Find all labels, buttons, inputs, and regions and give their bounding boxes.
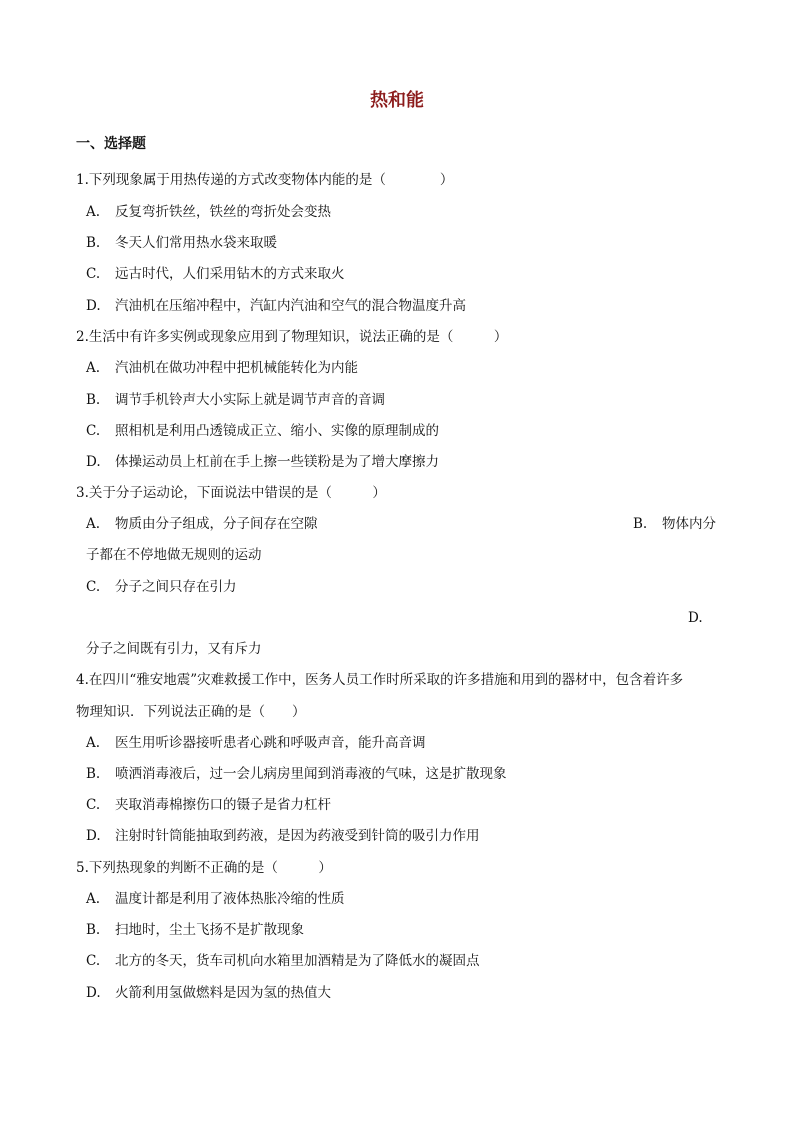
option-text: 火箭利用氢做燃料是因为氢的热值大 bbox=[115, 985, 331, 1001]
question-1-stem: 1.下列现象属于用热传递的方式改变物体内能的是（ ） bbox=[76, 172, 454, 188]
question-5-option-c bbox=[86, 952, 480, 970]
option-text: 远古时代，人们采用钻木的方式来取火 bbox=[115, 266, 345, 282]
option-text: 扫地时，尘土飞扬不是扩散现象 bbox=[115, 922, 304, 938]
option-letter: D. bbox=[86, 828, 101, 844]
question-2-option-c bbox=[86, 422, 439, 440]
option-text: 医生用听诊器接听患者心跳和呼吸声音，能升高音调 bbox=[115, 735, 426, 751]
option-letter: B. bbox=[86, 766, 101, 782]
question-3-stem: 3.关于分子运动论，下面说法中错误的是（ ） bbox=[76, 485, 386, 501]
option-text: 注射时针筒能抽取到药液，是因为药液受到针筒的吸引力作用 bbox=[115, 828, 480, 844]
option-letter: D. bbox=[86, 454, 101, 470]
option-letter: B. bbox=[86, 235, 101, 251]
question-4-option-b bbox=[86, 765, 507, 783]
question-1-option-a bbox=[86, 203, 331, 221]
question-5-option-a bbox=[86, 890, 345, 908]
question-4-option-d bbox=[86, 827, 480, 845]
option-letter: A. bbox=[86, 891, 101, 907]
option-letter: A. bbox=[86, 204, 101, 220]
option-text: 物质由分子组成，分子间存在空隙 bbox=[115, 516, 318, 532]
question-3-option-b-continuation: 子都在不停地做无规则的运动 bbox=[86, 547, 262, 563]
question-4-stem-continuation: 物理知识．下列说法正确的是（ ） bbox=[76, 704, 306, 720]
option-letter: A. bbox=[86, 735, 101, 751]
option-letter: A. bbox=[86, 516, 101, 532]
question-2-option-b bbox=[86, 391, 385, 409]
option-text: 调节手机铃声大小实际上就是调节声音的音调 bbox=[115, 392, 385, 408]
question-4-stem: 4.在四川“雅安地震”灾难救援工作中，医务人员工作时所采取的许多措施和用到的器材中，包含着许多 bbox=[76, 672, 684, 688]
question-3-option-d-text: 分子之间既有引力，又有斥力 bbox=[86, 641, 262, 657]
option-text: 汽油机在做功冲程中把机械能转化为内能 bbox=[115, 360, 358, 376]
option-text: 物体内分 bbox=[662, 516, 716, 532]
option-letter: C. bbox=[86, 953, 101, 969]
section-heading: 一、选择题 bbox=[76, 136, 146, 152]
option-text: 北方的冬天，货车司机向水箱里加酒精是为了降低水的凝固点 bbox=[115, 953, 480, 969]
question-1-option-b bbox=[86, 234, 277, 252]
option-text: 喷洒消毒液后，过一会儿病房里闻到消毒液的气味，这是扩散现象 bbox=[115, 766, 507, 782]
question-5-option-d bbox=[86, 984, 331, 1002]
option-text: 照相机是利用凸透镜成正立、缩小、实像的原理制成的 bbox=[115, 423, 439, 439]
option-letter: B. bbox=[633, 516, 648, 532]
question-3-option-a bbox=[86, 515, 318, 533]
question-1-option-d bbox=[86, 297, 466, 315]
question-5-option-b bbox=[86, 921, 304, 939]
question-2-option-a bbox=[86, 359, 358, 377]
option-text: 冬天人们常用热水袋来取暖 bbox=[115, 235, 277, 251]
option-letter: C. bbox=[86, 579, 101, 595]
option-text: 汽油机在压缩冲程中，汽缸内汽油和空气的混合物温度升高 bbox=[115, 298, 466, 314]
question-3-option-d-letter: D. bbox=[688, 610, 703, 626]
question-1-option-c bbox=[86, 265, 345, 283]
option-letter: B. bbox=[86, 392, 101, 408]
option-text: 夹取消毒棉擦伤口的镊子是省力杠杆 bbox=[115, 797, 331, 813]
option-letter: B. bbox=[86, 922, 101, 938]
option-letter: C. bbox=[86, 266, 101, 282]
question-2-option-d bbox=[86, 453, 439, 471]
option-letter: D. bbox=[86, 298, 101, 314]
question-4-option-a bbox=[86, 734, 426, 752]
option-letter: C. bbox=[86, 797, 101, 813]
question-5-stem: 5.下列热现象的判断不正确的是（ ） bbox=[76, 860, 332, 876]
page-title: 热和能 bbox=[370, 90, 424, 111]
question-2-stem: 2.生活中有许多实例或现象应用到了物理知识，说法正确的是（ ） bbox=[76, 329, 508, 345]
option-text: 温度计都是利用了液体热胀冷缩的性质 bbox=[115, 891, 345, 907]
question-4-option-c bbox=[86, 796, 331, 814]
option-text: 体操运动员上杠前在手上擦一些镁粉是为了增大摩擦力 bbox=[115, 454, 439, 470]
option-letter: D. bbox=[86, 985, 101, 1001]
option-text: 分子之间只存在引力 bbox=[115, 579, 237, 595]
option-text: 反复弯折铁丝，铁丝的弯折处会变热 bbox=[115, 204, 331, 220]
option-letter: A. bbox=[86, 360, 101, 376]
option-letter: C. bbox=[86, 423, 101, 439]
question-3-option-c bbox=[86, 578, 237, 596]
question-3-option-b bbox=[633, 515, 716, 533]
